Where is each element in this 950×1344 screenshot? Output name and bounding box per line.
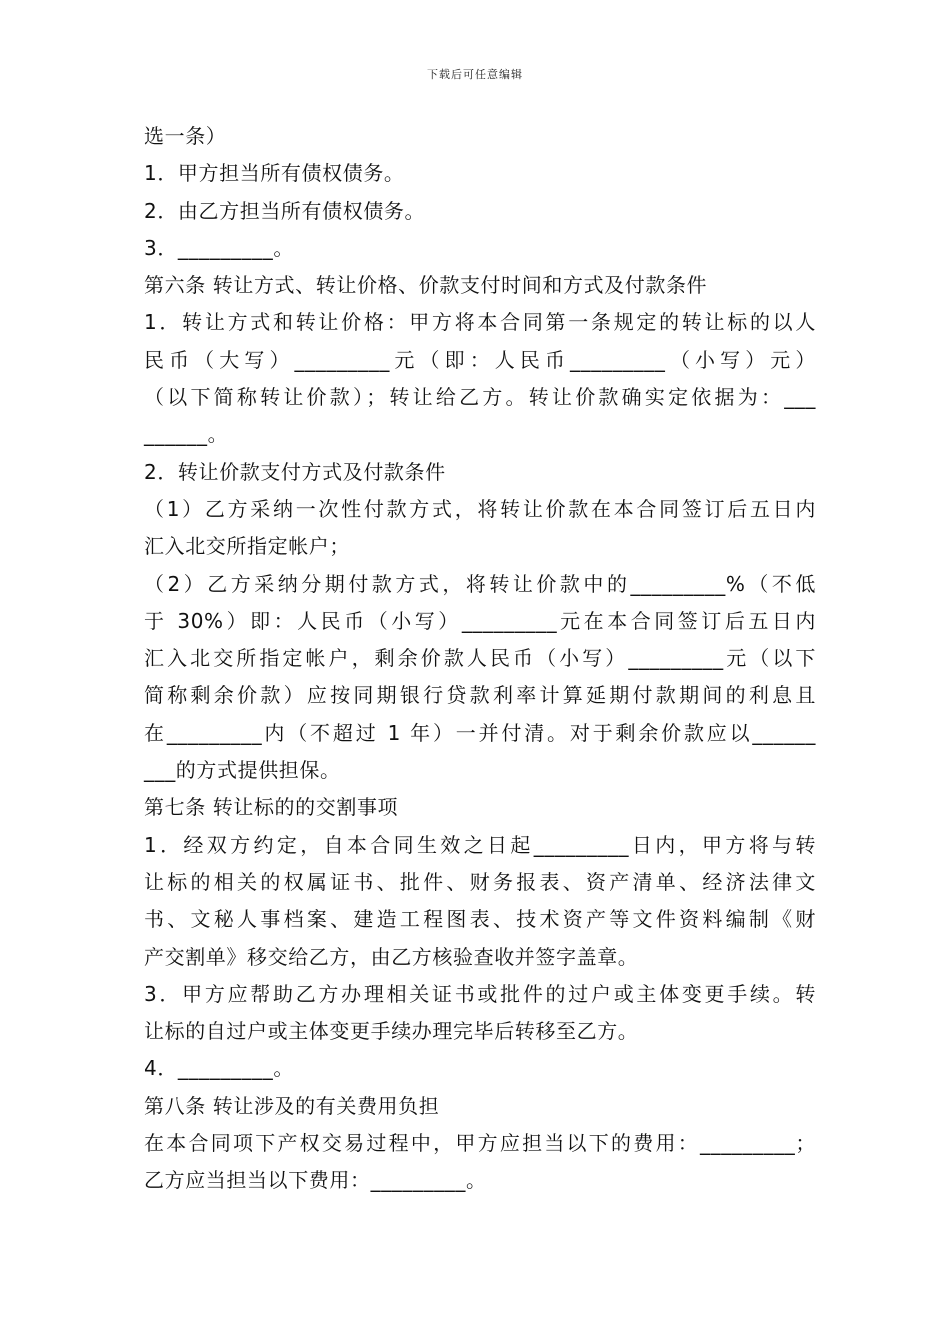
clause-item: 2．由乙方担当所有债权债务。 [144,198,426,223]
paragraph-line: 在本合同项下产权交易过程中，甲方应担当以下的费用：_________； [144,1131,816,1156]
paragraph-line: 民币（大写）_________元（即：人民币_________（小写）元） [144,347,816,372]
paragraph-line: 汇入北交所指定帐户，剩余价款人民币（小写）_________元（以下 [144,646,816,671]
paragraph-line: 简称剩余价款）应按同期银行贷款利率计算延期付款期间的利息且 [144,683,816,708]
paragraph-line: 书、文秘人事档案、建造工程图表、技术资产等文件资料编制《财 [144,907,816,932]
clause-item: 1．甲方担当所有债权债务。 [144,161,405,186]
paragraph-line: 让标的相关的权属证书、批件、财务报表、资产清单、经济法律文 [144,869,816,894]
article-heading: 第八条 转让涉及的有关费用负担 [144,1093,440,1118]
paragraph-line: ___的方式提供担保。 [144,758,341,783]
clause-item: 4．_________。 [144,1056,294,1081]
document-body [144,118,816,1200]
paragraph-line: 汇入北交所指定帐户； [144,534,350,559]
article-heading: 第七条 转让标的的交割事项 [144,795,399,820]
paragraph-line: 在_________内（不超过 1 年）一并付清。对于剩余价款应以______ [144,720,816,745]
paragraph-line: 1．经双方约定，自本合同生效之日起_________日内，甲方将与转 [144,832,816,857]
paragraph-line: （以下简称转让价款）；转让给乙方。转让价款确实定依据为：___ [144,385,816,410]
clause-item: 2．转让价款支付方式及付款条件 [144,459,446,484]
paragraph-line: 产交割单》移交给乙方，由乙方核验查收并签字盖章。 [144,944,639,969]
paragraph-line: （2）乙方采纳分期付款方式，将转让价款中的_________%（不低 [144,571,816,596]
paragraph-line: 1．转让方式和转让价格：甲方将本合同第一条规定的转让标的以人 [144,310,816,335]
paragraph-line: 让标的自过户或主体变更手续办理完毕后转移至乙方。 [144,1019,639,1044]
clause-item: 3．_________。 [144,235,294,260]
paragraph-line: 乙方应当担当以下费用：_________。 [144,1168,487,1193]
paragraph-line: 于 30%）即：人民币（小写）_________元在本合同签订后五日内 [144,608,816,633]
paragraph-line: ______。 [144,422,229,447]
paragraph-line: 选一条） [144,124,227,148]
paragraph-line: 3．甲方应帮助乙方办理相关证书或批件的过户或主体变更手续。转 [144,981,816,1006]
article-heading: 第六条 转让方式、转让价格、价款支付时间和方式及付款条件 [144,273,708,298]
page-header: 下载后可任意编辑 [427,68,523,81]
paragraph-line: （1）乙方采纳一次性付款方式，将转让价款在本合同签订后五日内 [144,496,816,521]
